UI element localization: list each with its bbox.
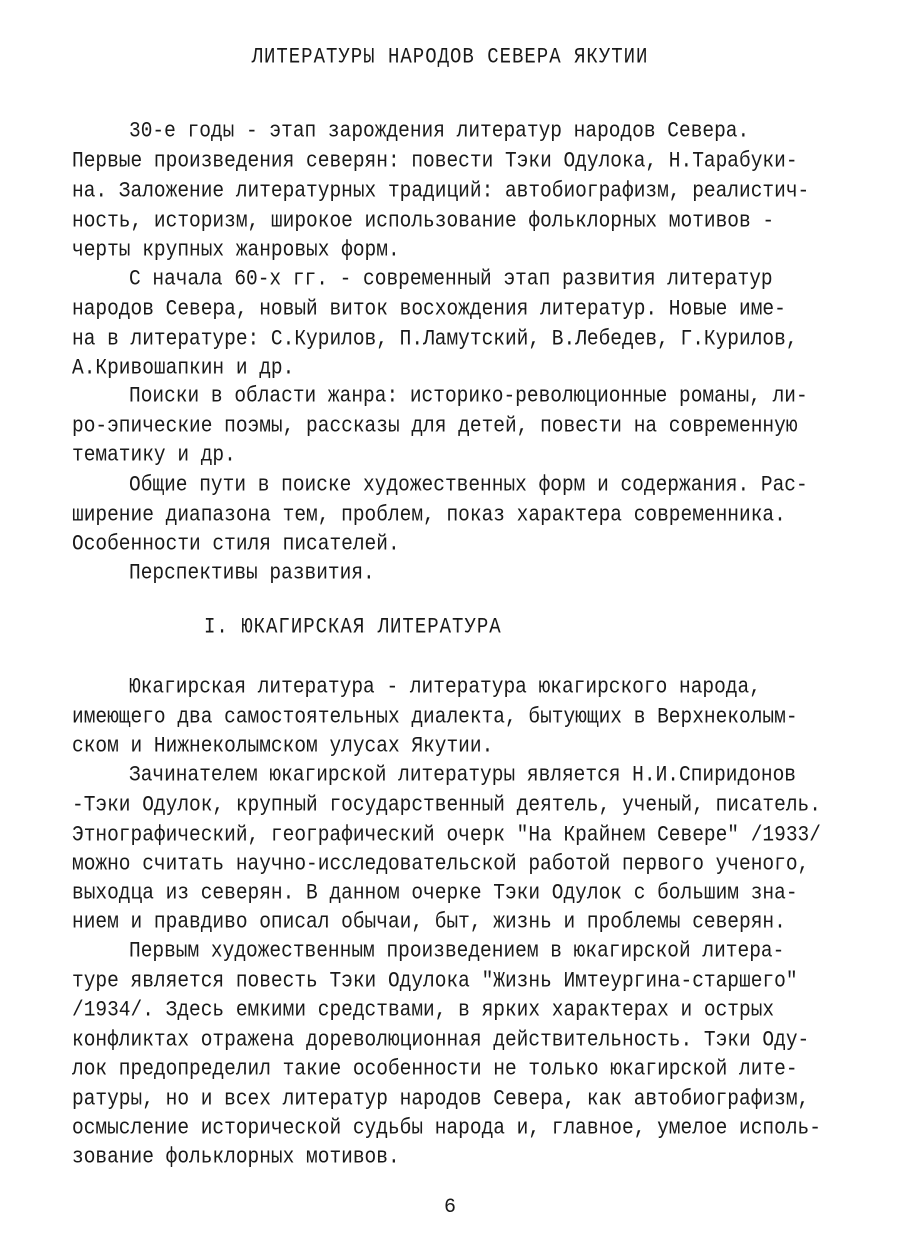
text-line: имеющего два самостоятельных диалекта, бытующих в Верхнеколым- — [72, 704, 798, 730]
text-line: зование фольклорных мотивов. — [72, 1144, 400, 1170]
text-line: можно считать научно-исследовательской работой первого ученого, — [72, 851, 810, 877]
text-line: Поиски в области жанра: историко-революционные романы, ли- — [129, 383, 808, 409]
text-line: ро-эпические поэмы, рассказы для детей, повести на современную — [72, 413, 798, 439]
text-line: лок предопределил такие особенности не только юкагирской лите- — [72, 1056, 798, 1082]
page-header: ЛИТЕРАТУРЫ НАРОДОВ СЕВЕРА ЯКУТИИ — [251, 44, 649, 70]
text-line: С начала 60-х гг. - современный этап развития литератур — [129, 266, 773, 292]
text-line: конфликтах отражена дореволюционная действительность. Тэки Оду- — [72, 1027, 810, 1053]
text-line: народов Севера, новый виток восхождения литератур. Новые име- — [72, 296, 786, 322]
text-line: осмысление исторической судьбы народа и, главное, умелое исполь- — [72, 1115, 821, 1141]
text-line: Особенности стиля писателей. — [72, 531, 400, 557]
text-line: ширение диапазона тем, проблем, показ характера современника. — [72, 502, 786, 528]
page-number: 6 — [443, 1196, 456, 1219]
text-line: Юкагирская литература - литература юкагирского народа, — [129, 674, 761, 700]
text-line: туре является повесть Тэки Одулока "Жизнь Имтеургина-старшего" — [72, 968, 798, 994]
text-line: Зачинателем юкагирской литературы является Н.И.Спиридонов — [129, 762, 797, 788]
text-line: ском и Нижнеколымском улусах Якутии. — [72, 733, 494, 759]
text-line: черты крупных жанровых форм. — [72, 237, 400, 263]
text-line: на. Заложение литературных традиций: автобиографизм, реалистич- — [72, 178, 810, 204]
text-line: Перспективы развития. — [129, 560, 375, 586]
text-line: ратуры, но и всех литератур народов Севера, как автобиографизм, — [72, 1086, 810, 1112]
text-line: А.Кривошапкин и др. — [72, 355, 295, 381]
text-line: выходца из северян. В данном очерке Тэки Одулок с большим зна- — [72, 880, 798, 906]
text-line: Общие пути в поиске художественных форм и содержания. Рас- — [129, 472, 808, 498]
text-line: -Тэки Одулок, крупный государственный деятель, ученый, писатель. — [72, 792, 821, 818]
text-line: Этнографический, географический очерк "На Крайнем Севере" /1933/ — [72, 822, 821, 848]
section-heading: I. ЮКАГИРСКАЯ ЛИТЕРАТУРА — [204, 614, 502, 640]
text-line: на в литературе: С.Курилов, П.Ламутский, В.Лебедев, Г.Курилов, — [72, 326, 798, 352]
text-line: нием и правдиво описал обычаи, быт, жизнь и проблемы северян. — [72, 909, 786, 935]
text-line: Первым художественным произведением в юкагирской литера- — [129, 938, 785, 964]
text-line: тематику и др. — [72, 442, 236, 468]
text-line: ность, историзм, широкое использование фольклорных мотивов - — [72, 208, 775, 234]
text-line: /1934/. Здесь емкими средствами, в ярких характерах и острых — [72, 997, 775, 1023]
text-line: 30-е годы - этап зарождения литератур народов Севера. — [129, 118, 750, 144]
text-line: Первые произведения северян: повести Тэки Одулока, Н.Тарабуки- — [72, 148, 798, 174]
